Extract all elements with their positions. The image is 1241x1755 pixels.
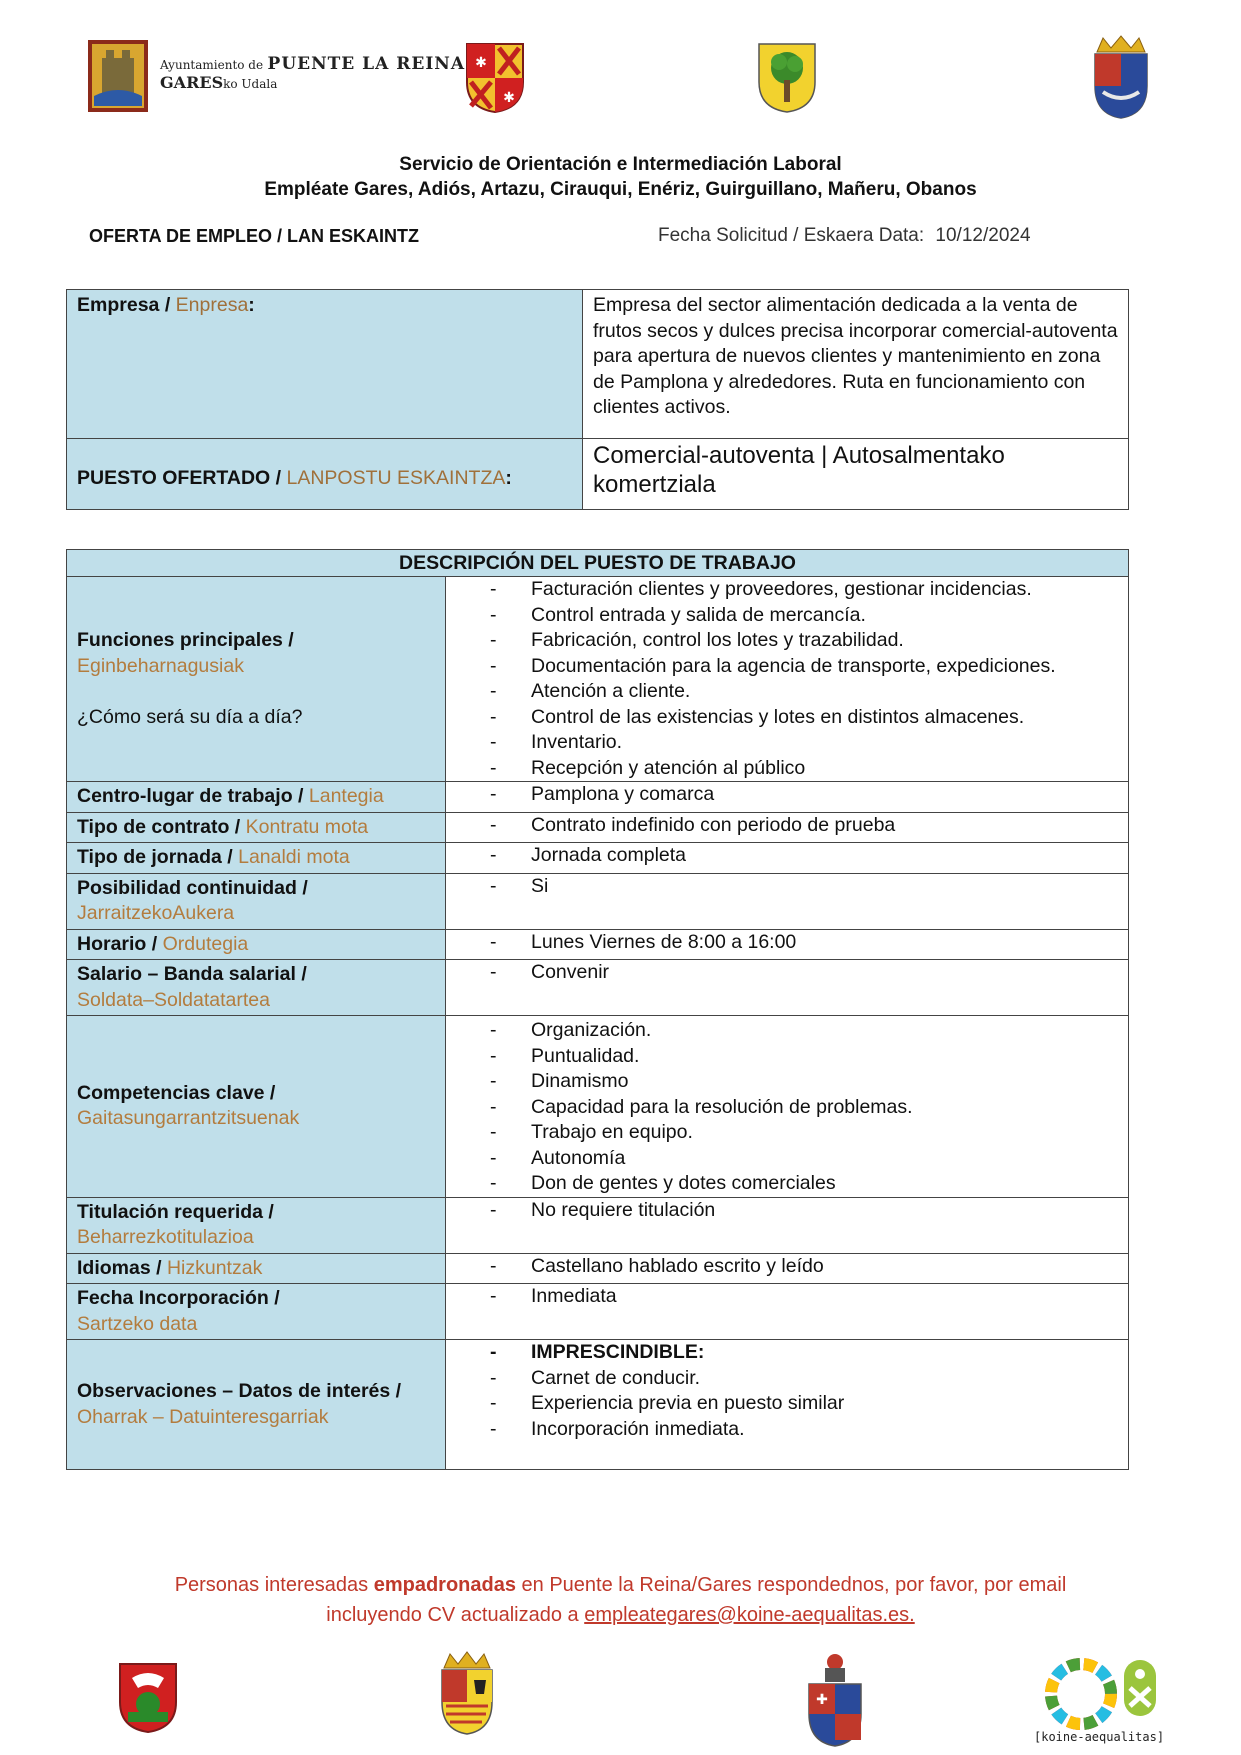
languages-label-cell — [67, 1253, 446, 1284]
description-header-row — [67, 550, 1129, 577]
company-value: Empresa del sector alimentación dedicada a la venta de frutos secos y dulces precisa incorporar comercial-autoventa para apertura de nuevos clientes y mantenimiento en zona de Pamplona y alrededores. Ruta en funcionamiento con clientes activos. — [583, 290, 1129, 439]
notes-label-eu: Oharrak – Datuinteresgarriak — [77, 1405, 329, 1428]
bottom-shield-3-icon — [805, 1652, 865, 1753]
list-item: - Inventario. — [446, 730, 1118, 756]
competences-label-eu: Gaitasungarrantzitsuenak — [77, 1107, 300, 1130]
schedule-type-row — [67, 843, 1129, 874]
list-item: - Dinamismo — [446, 1069, 1128, 1095]
schedule-type-label-cell — [67, 843, 446, 874]
competences-row — [67, 1016, 1129, 1198]
description-header: DESCRIPCIÓN DEL PUESTO DE TRABAJO — [67, 550, 1129, 577]
start-cell — [446, 1284, 1129, 1340]
contract-label-es: Tipo de contrato / — [77, 815, 241, 838]
footer-contact — [0, 1570, 1241, 1630]
company-row — [67, 290, 1129, 439]
schedule-type-label-es: Tipo de jornada / — [77, 846, 233, 868]
contract-label-cell — [67, 812, 446, 843]
footer-part1: Personas interesadas — [174, 1574, 369, 1596]
position-label-cell: PUESTO OFERTADO / LANPOSTU ESKAINTZA: — [67, 439, 583, 510]
start-value: - Inmediata — [446, 1284, 1128, 1310]
notes-cell — [446, 1340, 1129, 1470]
salary-label-es: Salario – Banda salarial / — [77, 963, 307, 985]
footer-bold: empadronadas — [373, 1574, 516, 1596]
request-date-value: 10/12/2024 — [935, 225, 1031, 246]
sdg-wheel-icon — [1045, 1658, 1117, 1735]
hours-label-eu: Ordutegia — [162, 932, 249, 955]
ayuntamiento-sub-main: GARES — [160, 73, 224, 92]
functions-label-es: Funciones principales / — [77, 629, 294, 651]
list-item: - Facturación clientes y proveedores, gestionar incidencias. — [446, 577, 1118, 603]
company-table — [66, 289, 1129, 510]
list-item: - Capacidad para la resolución de problemas. — [446, 1095, 1128, 1121]
crowned-shield-icon — [1089, 34, 1153, 125]
footer-line-1 — [0, 1570, 1241, 1600]
functions-list — [446, 577, 1118, 781]
svg-text:✱: ✱ — [475, 55, 487, 71]
hours-value: - Lunes Viernes de 8:00 a 16:00 — [446, 930, 1128, 956]
salary-row — [67, 960, 1129, 1016]
contract-label-eu: Kontratu mota — [245, 815, 369, 838]
continuity-value: - Si — [446, 874, 1128, 900]
functions-cell — [446, 577, 1129, 782]
competences-cell — [446, 1016, 1129, 1198]
request-date — [658, 225, 1031, 247]
workplace-label-eu: Lantegia — [308, 785, 384, 807]
hours-label-cell — [67, 929, 446, 960]
languages-value: - Castellano hablado escrito y leído — [446, 1254, 1128, 1280]
company-label-eu: Enpresa — [175, 294, 249, 316]
list-item: - Incorporación inmediata. — [446, 1417, 1128, 1443]
languages-label-es: Idiomas / — [77, 1256, 162, 1279]
workplace-row — [67, 782, 1129, 813]
list-item: - Atención a cliente. — [446, 679, 1118, 705]
position-label-eu: LANPOSTU ESKAINTZA — [286, 467, 506, 490]
hours-cell — [446, 929, 1129, 960]
list-item: - Autonomía — [446, 1146, 1128, 1172]
degree-label-cell — [67, 1197, 446, 1253]
schedule-type-label-eu: Lanaldi mota — [238, 846, 350, 868]
functions-label-eu: Eginbeharnagusiak — [77, 654, 244, 677]
adios-shield-icon — [465, 42, 525, 119]
competences-label-cell — [67, 1016, 446, 1198]
salary-value: - Convenir — [446, 960, 1128, 986]
notes-row — [67, 1340, 1129, 1470]
list-item: - Control entrada y salida de mercancía. — [446, 603, 1118, 629]
ayuntamiento-title: PUENTE LA REINA — [267, 54, 466, 74]
job-description-table — [66, 549, 1129, 1470]
degree-label-eu: Beharrezkotitulazioa — [77, 1226, 254, 1248]
koine-logo-icon — [1120, 1660, 1160, 1725]
degree-label-es: Titulación requerida / — [77, 1200, 274, 1223]
schedule-type-value: - Jornada completa — [446, 843, 1128, 869]
degree-row — [67, 1197, 1129, 1253]
notes-required-heading: - IMPRESCINDIBLE: — [446, 1340, 1128, 1366]
footer-line2-text: incluyendo CV actualizado a — [326, 1604, 579, 1626]
functions-question: ¿Cómo será su día a día? — [77, 705, 303, 728]
ayuntamiento-name — [160, 54, 465, 74]
request-date-label: Fecha Solicitud / Eskaera Data: — [658, 225, 925, 246]
koine-label: [koine-aequalitas] — [1034, 1730, 1165, 1744]
list-item: - Recepción y atención al público — [446, 756, 1118, 782]
list-item: - Trabajo en equipo. — [446, 1120, 1128, 1146]
service-title: Servicio de Orientación e Intermediación Laboral — [399, 154, 842, 175]
bottom-shield-1-icon — [118, 1662, 178, 1739]
notes-label-cell — [67, 1340, 446, 1470]
languages-label-eu: Hizkuntzak — [166, 1256, 263, 1279]
list-item: - Organización. — [446, 1018, 1128, 1044]
puente-la-reina-coat-of-arms-icon — [88, 40, 148, 112]
bottom-shield-2-icon — [436, 1650, 498, 1741]
list-item: - Don de gentes y dotes comerciales — [446, 1171, 1128, 1197]
salary-cell — [446, 960, 1129, 1016]
hours-row — [67, 929, 1129, 960]
notes-list — [446, 1340, 1128, 1442]
workplace-value: - Pamplona y comarca — [446, 782, 1128, 808]
company-label-cell: Empresa / Enpresa: — [67, 290, 583, 439]
list-item: - Carnet de conducir. — [446, 1366, 1128, 1392]
ayuntamiento-logo — [88, 40, 148, 112]
position-label-es: PUESTO OFERTADO — [77, 467, 271, 490]
list-item: - Puntualidad. — [446, 1044, 1128, 1070]
start-label-es: Fecha Incorporación / — [77, 1287, 280, 1309]
svg-text:✚: ✚ — [816, 1692, 828, 1708]
workplace-cell — [446, 782, 1129, 813]
workplace-label-cell — [67, 782, 446, 813]
competences-list — [446, 1018, 1128, 1197]
list-item: - Fabricación, control los lotes y trazabilidad. — [446, 628, 1118, 654]
footer-line-2 — [0, 1600, 1241, 1630]
ayuntamiento-subname — [160, 73, 277, 93]
program-title: Empléate Gares, Adiós, Artazu, Cirauqui, Enériz, Guirguillano, Mañeru, Obanos — [264, 179, 977, 200]
degree-cell — [446, 1197, 1129, 1253]
languages-row — [67, 1253, 1129, 1284]
start-label-cell — [67, 1284, 446, 1340]
schedule-type-cell — [446, 843, 1129, 874]
continuity-label-eu: JarraitzekoAukera — [77, 902, 235, 924]
list-item: - Documentación para la agencia de transporte, expediciones. — [446, 654, 1118, 680]
degree-value: - No requiere titulación — [446, 1198, 1128, 1224]
footer-part2: en Puente la Reina/Gares respondednos, por favor, por email — [521, 1574, 1067, 1596]
contact-email-link[interactable]: empleategares@koine-aequalitas.es. — [584, 1604, 915, 1626]
list-item: - Experiencia previa en puesto similar — [446, 1391, 1128, 1417]
position-row — [67, 439, 1129, 510]
offer-label: OFERTA DE EMPLEO / LAN ESKAINTZ — [89, 226, 420, 246]
continuity-label-cell — [67, 873, 446, 929]
functions-row — [67, 577, 1129, 782]
contract-row — [67, 812, 1129, 843]
continuity-cell — [446, 873, 1129, 929]
functions-label-cell — [67, 577, 446, 782]
continuity-row — [67, 873, 1129, 929]
start-row — [67, 1284, 1129, 1340]
position-value: Comercial-autoventa | Autosalmentako komertziala — [583, 439, 1129, 510]
company-label-es: Empresa — [77, 294, 160, 316]
tree-shield-icon — [757, 42, 817, 119]
start-label-eu: Sartzeko data — [77, 1312, 198, 1335]
hours-label-es: Horario / — [77, 932, 158, 955]
notes-label-es: Observaciones – Datos de interés / — [77, 1380, 402, 1402]
languages-cell — [446, 1253, 1129, 1284]
competences-label-es: Competencias clave / — [77, 1081, 276, 1104]
list-item: - Control de las existencias y lotes en distintos almacenes. — [446, 705, 1118, 731]
workplace-label-es: Centro-lugar de trabajo / — [77, 785, 304, 807]
svg-text:✱: ✱ — [503, 90, 515, 106]
salary-label-cell — [67, 960, 446, 1016]
contract-cell — [446, 812, 1129, 843]
ayuntamiento-sub-suffix: ko Udala — [223, 77, 278, 91]
ayuntamiento-prefix: Ayuntamiento de — [160, 58, 264, 72]
salary-label-eu: Soldata–Soldatatartea — [77, 988, 270, 1011]
contract-value: - Contrato indefinido con periodo de prueba — [446, 813, 1128, 839]
continuity-label-es: Posibilidad continuidad / — [77, 876, 308, 899]
